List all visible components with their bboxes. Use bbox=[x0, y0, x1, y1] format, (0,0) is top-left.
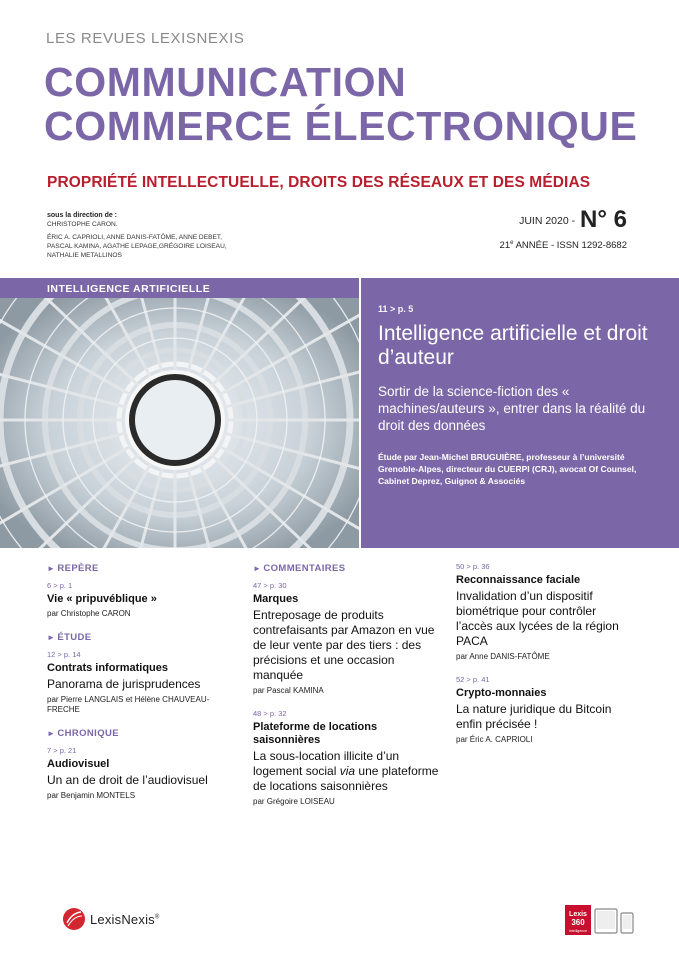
entry-ref: 50 > p. 36 bbox=[456, 562, 490, 571]
category-etude: ► ÉTUDE bbox=[47, 632, 92, 643]
toc-entry-repere[interactable] bbox=[47, 581, 237, 619]
lexisnexis-logo: LexisNexis® bbox=[62, 907, 159, 931]
entry-ref: 52 > p. 41 bbox=[456, 675, 490, 684]
entry-desc: Entreposage de produits contrefaisants par Amazon en vue de leur vente par des tiers : des précisions et une occasion manquée bbox=[253, 608, 435, 682]
entry-author: par Éric A. CAPRIOLI bbox=[456, 735, 533, 744]
entry-desc: La sous-location illicite d’un logement social via une plateforme de locations saisonnières bbox=[253, 749, 439, 793]
board-members-2: PASCAL KAMINA, AGATHE LEPAGE,GRÉGOIRE LOISEAU, bbox=[47, 243, 227, 250]
toc-entry-faciale[interactable] bbox=[456, 562, 636, 662]
column-2 bbox=[253, 563, 443, 820]
entry-ref: 12 > p. 14 bbox=[47, 650, 81, 659]
feature-ref: 11 > p. 5 bbox=[378, 304, 414, 314]
toc-entry-audiovisuel[interactable] bbox=[47, 746, 237, 801]
toc-entry-crypto[interactable] bbox=[456, 675, 636, 745]
entry-author: par Anne DANIS-FATÔME bbox=[456, 652, 550, 661]
direction-label: sous la direction de : bbox=[47, 212, 118, 219]
issue-date: JUIN 2020 - bbox=[519, 215, 576, 227]
category-chronique: ► CHRONIQUE bbox=[47, 728, 119, 739]
issue-year-issn: 21e ANNÉE - ISSN 1292-8682 bbox=[499, 240, 627, 252]
badge-360: 360 bbox=[571, 918, 585, 927]
section-divider bbox=[359, 278, 361, 298]
issue-info bbox=[500, 206, 627, 251]
board-members-3: NATHALIE METALLINOS bbox=[47, 252, 122, 259]
entry-title: Reconnaissance faciale bbox=[456, 574, 581, 586]
entry-desc: Panorama de jurisprudences bbox=[47, 677, 201, 691]
title-line-1: COMMUNICATION bbox=[44, 59, 407, 105]
entry-title: Marques bbox=[253, 593, 299, 605]
entry-ref: 47 > p. 30 bbox=[253, 581, 287, 590]
category-repere: ► REPÈRE bbox=[47, 563, 99, 574]
entry-author: par Christophe CARON bbox=[47, 609, 131, 618]
entry-title: Contrats informatiques bbox=[47, 662, 169, 674]
triangle-right-icon: ► bbox=[47, 633, 56, 642]
toc-entry-contrats[interactable] bbox=[47, 650, 237, 715]
title-line-2: COMMERCE ÉLECTRONIQUE bbox=[44, 103, 638, 149]
feature-article[interactable] bbox=[361, 298, 679, 548]
entry-ref: 7 > p. 21 bbox=[47, 746, 77, 755]
magazine-subtitle: PROPRIÉTÉ INTELLECTUELLE, DROITS DES RÉSEAUX ET DES MÉDIAS bbox=[47, 174, 591, 191]
triangle-right-icon: ► bbox=[47, 564, 56, 573]
feature-subtitle: Sortir de la science-fiction des « machines/auteurs », entrer dans la réalité du droit des données bbox=[378, 384, 646, 433]
publisher-name: LexisNexis bbox=[90, 911, 155, 927]
director-name: CHRISTOPHE CARON. bbox=[47, 221, 118, 228]
entry-title: Audiovisuel bbox=[47, 758, 110, 770]
editorial-board bbox=[47, 211, 327, 260]
entry-desc: Invalidation d’un dispositif biométrique pour contrôler l’accès aux lycées de la région PACA bbox=[456, 589, 619, 648]
lexisnexis-emblem-icon bbox=[62, 907, 86, 931]
lexis360-device-badge bbox=[565, 905, 635, 942]
entry-author: par Pierre LANGLAIS et Hélène CHAUVEAU-FRECHE bbox=[47, 695, 210, 714]
series-name: LES REVUES LEXISNEXIS bbox=[46, 30, 245, 47]
dome-skylight-photo bbox=[0, 298, 359, 548]
entry-ref: 48 > p. 32 bbox=[253, 709, 287, 718]
section-label: INTELLIGENCE ARTIFICIELLE bbox=[47, 283, 211, 295]
entry-desc: Un an de droit de l’audiovisuel bbox=[47, 773, 208, 787]
entry-author: par Pascal KAMINA bbox=[253, 686, 324, 695]
magazine-title bbox=[44, 60, 637, 148]
badge-lexis: Lexis bbox=[569, 911, 587, 918]
issue-number: N° 6 bbox=[580, 206, 627, 233]
triangle-right-icon: ► bbox=[47, 729, 56, 738]
entry-title: Plateforme de locations saisonnières bbox=[253, 721, 378, 746]
entry-ref: 6 > p. 1 bbox=[47, 581, 73, 590]
toc-entry-marques[interactable] bbox=[253, 581, 443, 696]
triangle-right-icon: ► bbox=[253, 564, 262, 573]
entry-title: Crypto-monnaies bbox=[456, 687, 547, 699]
entry-desc: La nature juridique du Bitcoin enfin précisée ! bbox=[456, 702, 612, 731]
feature-title: Intelligence artificielle et droit d’auteur bbox=[378, 322, 648, 369]
column-1 bbox=[47, 563, 237, 814]
feature-author: Étude par Jean-Michel BRUGUIÈRE, professeur à l’université Grenoble-Alpes, directeur du CUERPI (CRJ), avocat Of Counsel, Cabinet Deprez, Guignot & Associés bbox=[378, 452, 637, 486]
entry-title: Vie « pripuvéblique » bbox=[47, 593, 157, 605]
badge-intelligence: Intelligence bbox=[568, 929, 588, 933]
entry-author: par Grégoire LOISEAU bbox=[253, 797, 335, 806]
board-members-1: ÉRIC A. CAPRIOLI, ANNE DANIS-FATÔME, ANNE DEBET, bbox=[47, 234, 223, 241]
toc-entry-locations[interactable] bbox=[253, 709, 443, 807]
column-3 bbox=[456, 562, 636, 758]
entry-author: par Benjamin MONTELS bbox=[47, 791, 136, 800]
category-commentaires: ► COMMENTAIRES bbox=[253, 563, 346, 574]
